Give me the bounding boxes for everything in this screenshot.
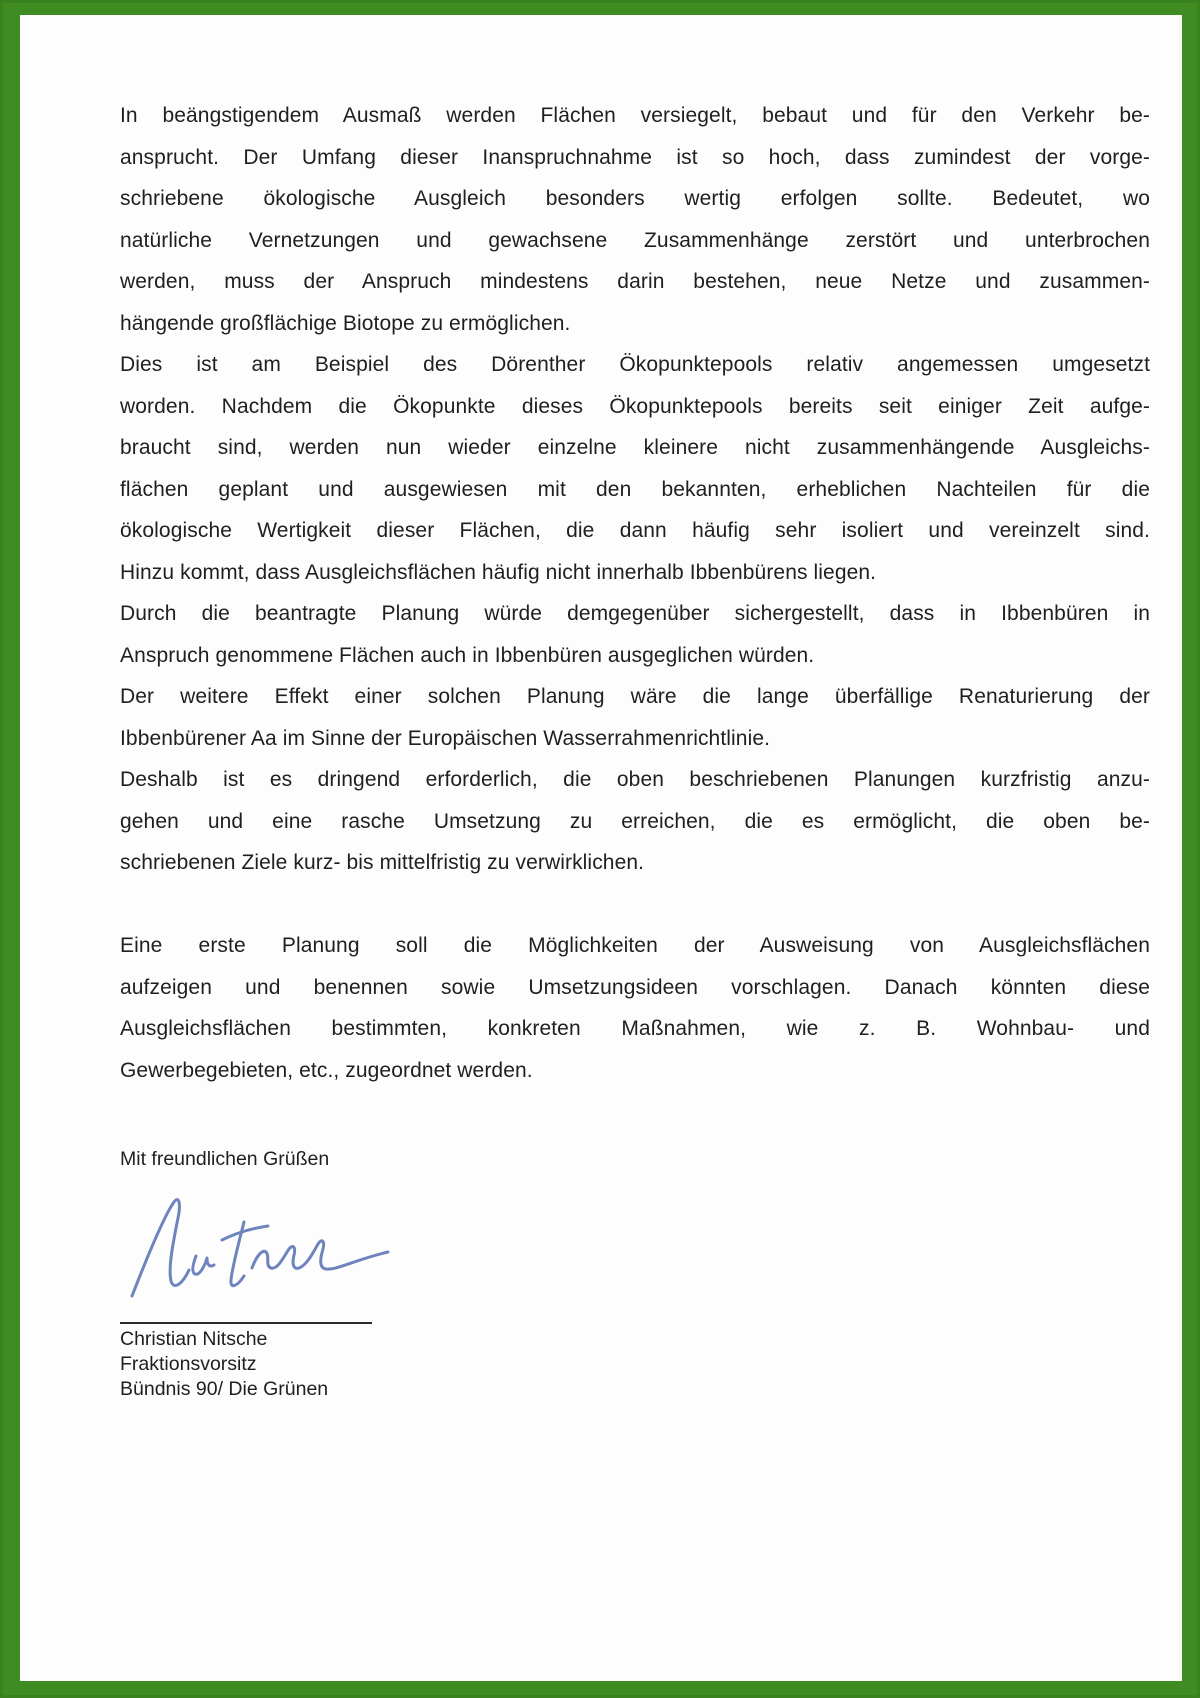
text-line: Durch die beantragte Planung würde demgegenüber sichergestellt, dass in Ibbenbüren in bbox=[120, 602, 1150, 625]
text-line: Eine erste Planung soll die Möglichkeiten der Ausweisung von Ausgleichsflächen bbox=[120, 934, 1150, 957]
text-line: Ibbenbürener Aa im Sinne der Europäischen Wasserrahmenrichtlinie. bbox=[120, 726, 771, 750]
text-line: werden, muss der Anspruch mindestens darin bestehen, neue Netze und zusammen- bbox=[120, 270, 1150, 293]
text-line: flächen geplant und ausgewiesen mit den bekannten, erheblichen Nachteilen für die bbox=[120, 477, 1150, 501]
text-line: Deshalb ist es dringend erforderlich, die oben beschriebenen Planungen kurzfristig anzu- bbox=[120, 768, 1150, 791]
paragraph bbox=[120, 95, 1150, 344]
text-line: schriebene ökologische Ausgleich besonders wertig erfolgen sollte. Bedeutet, wo bbox=[120, 187, 1150, 210]
letter-page bbox=[20, 15, 1182, 1681]
paragraph bbox=[120, 593, 1150, 676]
text-line: Gewerbegebieten, etc., zugeordnet werden. bbox=[120, 1058, 533, 1082]
text-line: Ausgleichsflächen bestimmten, konkreten Maßnahmen, wie z. B. Wohnbau- und bbox=[120, 1017, 1150, 1040]
signature-stroke bbox=[126, 1188, 396, 1306]
closing-salutation: Mit freundlichen Grüßen bbox=[120, 1148, 330, 1170]
signer-name: Christian Nitsche bbox=[120, 1328, 268, 1350]
text-line: worden. Nachdem die Ökopunkte dieses Ökopunktepools bereits seit einiger Zeit aufge- bbox=[120, 394, 1150, 418]
signature-line bbox=[120, 1322, 372, 1324]
text-line: Hinzu kommt, dass Ausgleichsflächen häufig nicht innerhalb Ibbenbürens liegen. bbox=[120, 560, 877, 584]
paragraph bbox=[120, 344, 1150, 593]
text-line: hängende großflächige Biotope zu ermöglichen. bbox=[120, 311, 571, 335]
text-line: ansprucht. Der Umfang dieser Inanspruchnahme ist so hoch, dass zumindest der vorge- bbox=[120, 145, 1150, 169]
signer-title: Fraktionsvorsitz bbox=[120, 1353, 257, 1375]
text-line: Der weitere Effekt einer solchen Planung wäre die lange überfällige Renaturierung der bbox=[120, 685, 1150, 708]
text-line: Dies ist am Beispiel des Dörenther Ökopunktepools relativ angemessen umgesetzt bbox=[120, 353, 1150, 376]
paragraph bbox=[120, 676, 1150, 759]
text-line: natürliche Vernetzungen und gewachsene Zusammenhänge zerstört und unterbrochen bbox=[120, 228, 1150, 252]
text-line: Anspruch genommene Flächen auch in Ibbenbüren ausgeglichen würden. bbox=[120, 643, 815, 667]
text-line: gehen und eine rasche Umsetzung zu erreichen, die es ermöglicht, die oben be- bbox=[120, 809, 1150, 833]
text-line: braucht sind, werden nun wieder einzelne kleinere nicht zusammenhängende Ausgleichs- bbox=[120, 436, 1150, 459]
paragraph bbox=[120, 759, 1150, 884]
text-line: ökologische Wertigkeit dieser Flächen, die dann häufig sehr isoliert und vereinzelt sind. bbox=[120, 519, 1150, 542]
handwritten-signature-icon bbox=[126, 1188, 396, 1306]
paragraph bbox=[120, 925, 1150, 1091]
letter-body bbox=[120, 95, 1150, 1091]
signer-block bbox=[120, 1327, 1150, 1402]
text-line: aufzeigen und benennen sowie Umsetzungsideen vorschlagen. Danach könnten diese bbox=[120, 975, 1150, 999]
signer-party: Bündnis 90/ Die Grünen bbox=[120, 1378, 329, 1400]
text-line: schriebenen Ziele kurz- bis mittelfristig zu verwirklichen. bbox=[120, 851, 645, 874]
text-line: In beängstigendem Ausmaß werden Flächen versiegelt, bebaut und für den Verkehr be- bbox=[120, 104, 1150, 127]
